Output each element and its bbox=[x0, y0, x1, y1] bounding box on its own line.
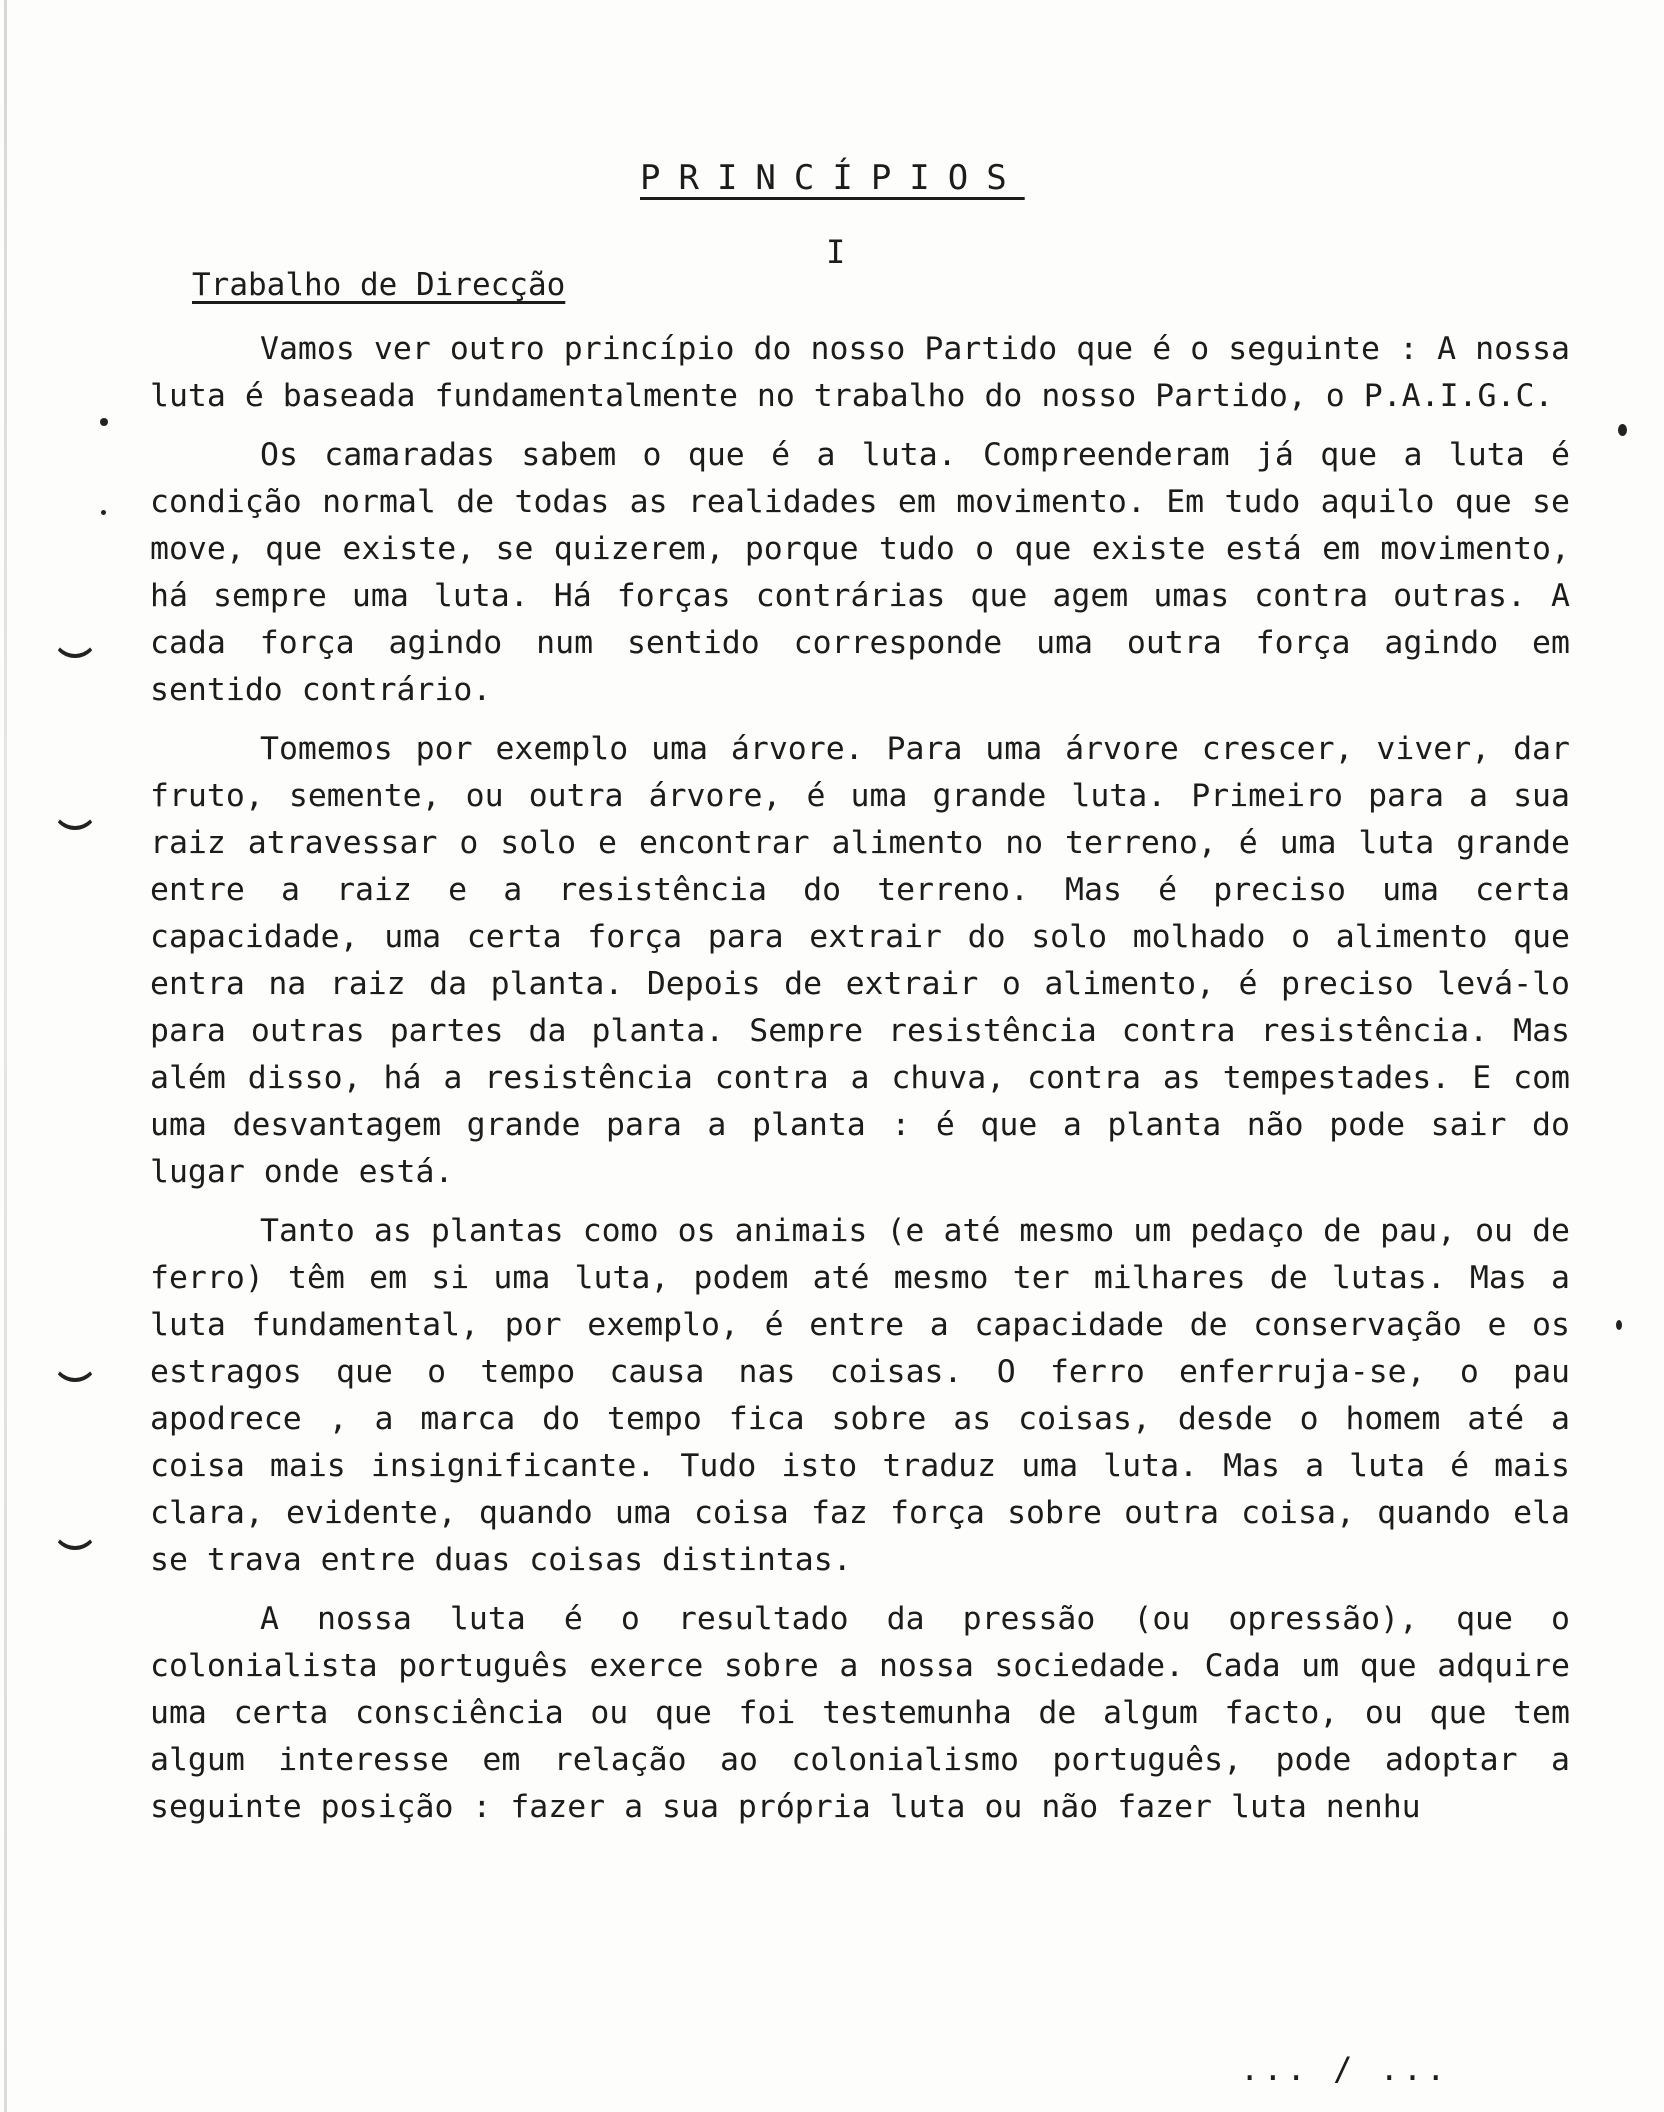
margin-mark bbox=[52, 800, 98, 830]
paragraph-3: Tomemos por exemplo uma árvore. Para uma árvore crescer, viver, dar fruto, semente, ou outra árvore, é uma grande luta. Primeiro para a sua raiz atravessar o solo e encontrar alimento no terreno, é uma luta grande entre a raiz e a resistência do terreno. Mas é preciso uma certa capacidade, uma certa força para extrair do solo molhado o alimento que entra na raiz da planta. Depois de extrair o alimento, é preciso levá-lo para outras partes da planta. Sempre resistência contra resistência. Mas além disso, há a resistência contra a chuva, contra as tempestades. E com uma desvantagem grande para a planta : é que a planta não pode sair do lugar onde está. bbox=[150, 731, 1570, 1190]
margin-speck bbox=[1618, 424, 1627, 436]
paragraph-2: Os camaradas sabem o que é a luta. Compreenderam já que a luta é condição normal de todas as realidades em movimento. Em tudo aquilo que se move, que existe, se quizerem, porque tudo o que existe está em movimento, há sempre uma luta. Há forças contrárias que agem umas contra outras. A cada força agindo num sentido corresponde uma outra força agindo em sentido contrário. bbox=[150, 437, 1570, 708]
margin-speck bbox=[1616, 1320, 1622, 1330]
paragraph-5: A nossa luta é o resultado da pressão (ou opressão), que o colonialista português exerce sobre a nossa sociedade. Cada um que adquire uma certa consciência ou que foi testemunha de algum facto, ou que tem algum interesse em relação ao colonialismo português, pode adoptar a seguinte posição : fazer a sua própria luta ou não fazer luta nenhu bbox=[150, 1601, 1570, 1825]
margin-speck bbox=[101, 510, 106, 515]
paragraph-1: Vamos ver outro princípio do nosso Partido que é o seguinte : A nossa luta é baseada fundamentalmente no trabalho do nosso Partido, o P.A.I.G.C. bbox=[150, 331, 1570, 414]
margin-mark bbox=[52, 628, 98, 658]
body-text bbox=[150, 326, 1570, 1843]
margin-speck bbox=[100, 418, 108, 426]
section-heading: Trabalho de Direcção bbox=[192, 267, 566, 303]
continuation-marker: ... / ... bbox=[1240, 2050, 1450, 2088]
paragraph-4: Tanto as plantas como os animais (e até mesmo um pedaço de pau, ou de ferro) têm em si uma luta, podem até mesmo ter milhares de lutas. Mas a luta fundamental, por exemplo, é entre a capacidade de conservação e os estragos que o tempo causa nas coisas. O ferro enferruja-se, o pau apodrece , a marca do tempo fica sobre as coisas, desde o homem até a coisa mais insignificante. Tudo isto traduz uma luta. Mas a luta é mais clara, evidente, quando uma coisa faz força sobre outra coisa, quando ela se trava entre duas coisas distintas. bbox=[150, 1213, 1570, 1578]
document-title: PRINCÍPIOS bbox=[640, 158, 1025, 198]
margin-mark bbox=[52, 1352, 98, 1382]
chapter-number: I bbox=[826, 233, 846, 271]
margin-mark bbox=[52, 1520, 98, 1550]
scan-edge bbox=[4, 0, 7, 2112]
